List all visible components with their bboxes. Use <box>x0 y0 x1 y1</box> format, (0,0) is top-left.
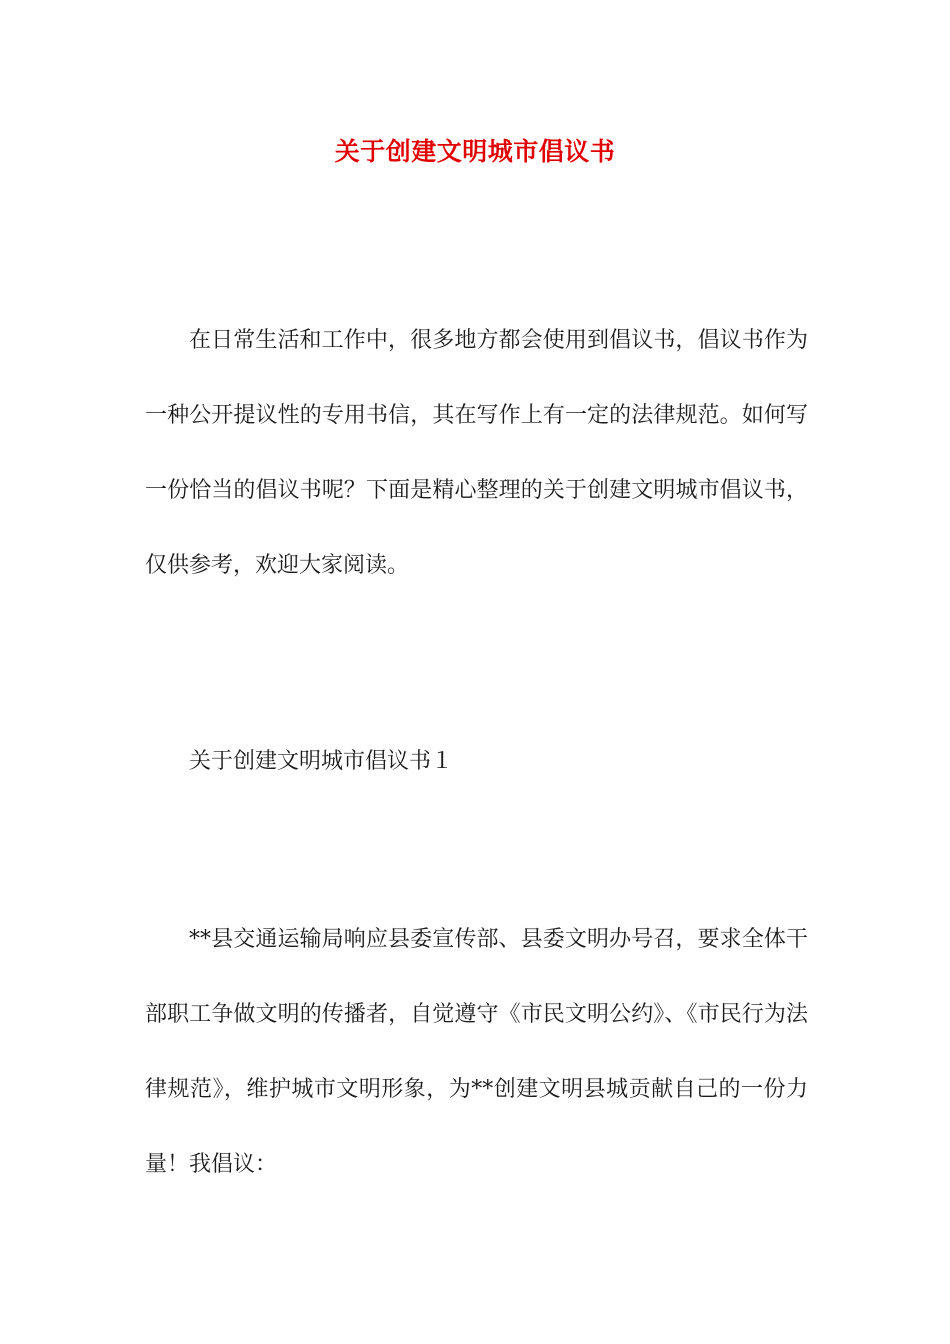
section-heading: 关于创建文明城市倡议书１ <box>189 749 454 774</box>
document-title: 关于创建文明城市倡议书 <box>334 137 616 166</box>
intro-paragraph: 在日常生活和工作中，很多地方都会使用到倡议书，倡议书作为一种公开提议性的专用书信，其在写作上有一定的法律规范。如何写一份恰当的倡议书呢？下面是精心整理的关于创建文明城市倡议书，仅供参考，欢迎大家阅读。 <box>145 328 808 578</box>
body-paragraph: **县交通运输局响应县委宣传部、县委文明办号召，要求全体干部职工争做文明的传播者，自觉遵守《市民文明公约》、《市民行为法律规范》，维护城市文明形象，为**创建文明县城贡献自己的一份力量！我倡议： <box>145 927 808 1177</box>
